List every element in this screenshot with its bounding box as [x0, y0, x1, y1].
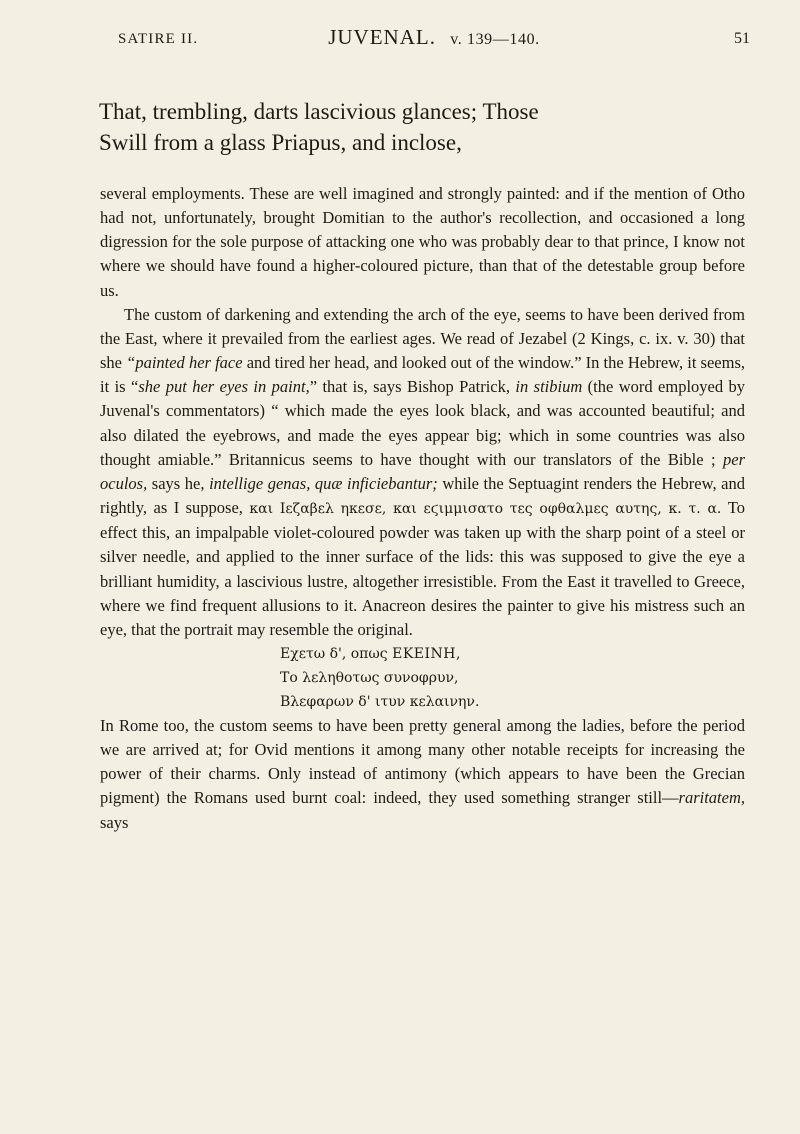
para3-italic-1: raritatem, — [678, 788, 745, 808]
header-verses: v. 139—140. — [450, 31, 540, 48]
para2-italic-2: she put her eyes in paint, — [138, 377, 310, 397]
para2-text-3: ” that is, says Bishop Patrick, — [309, 377, 516, 397]
para3-text-1: In Rome too, the custom seems to have been pretty general among the ladies, before the period we are arrived at; for Ovid mentions it among many other notable receipts for increasing the power of their charms. Only instead of antimony (which appears to have been the Grecian pigment) the Romans used burnt coal: indeed, they used something stranger still— — [100, 715, 745, 808]
page-number: 51 — [734, 30, 750, 47]
para2-text-1: The custom of darkening and extending the arch of the eye, seems to have been derived from the East, where it prevailed from the earliest ages. We read of Jezabel (2 Kings, c. ix. v. 30) that she — [100, 304, 745, 373]
poem-line-2: Το λεληθοτως συνοφρυν, — [280, 669, 459, 686]
translation-verse — [99, 96, 739, 158]
para2-italic-1: “painted her face — [126, 353, 243, 373]
para2-italic-3: in stibium — [515, 377, 583, 397]
para2-italic-5: intellige genas, quæ inficiebantur; — [209, 473, 438, 493]
paragraph-3 — [100, 714, 745, 835]
paragraph-1: several employments. These are well imagined and strongly painted: and if the mention of Otho had not, unfortunately, brought Domitian to the author's recollection, and occasioned a long digression for the sole purpose of attacking one who was probably dear to that prince, I know not where we should have found a higher-coloured picture, than that of the detestable group before us. — [100, 184, 745, 300]
paragraph-2 — [100, 303, 745, 642]
greek-quote: και Ιεζαβελ ηκεσε, και εϛιμμισατο τες οφθαλμες αυτης, κ. τ. α. — [249, 501, 722, 518]
poem-line-1a: Εχετω δ', οπως — [280, 645, 393, 662]
verse-line-2: Swill from a glass Priapus, and inclose, — [99, 130, 462, 155]
header-satire: SATIRE II. — [118, 31, 199, 47]
header-author: JUVENAL. — [328, 25, 436, 49]
running-header — [118, 20, 750, 52]
para2-text-4: (the word employed by Juvenal's commentators) “ which made the eyes look black, and was accounted beautiful; and also dilated the eyebrows, and made the eyes appear big; which in some countries was also thought amiable.” Britannicus seems to have thought with our translators of the Bible ; — [100, 377, 746, 469]
para2-text-7: To effect this, an impalpable violet-coloured powder was taken up with the sharp point of a steel or silver needle, and applied to the inner surface of the lids: this was supposed to give the eye a brilliant humidity, a lascivious lustre, altogether irresistible. From the East it travelled to Greece, where we find frequent allusions to it. Anacreon desires the painter to give his mistress such an eye, that the portrait may resemble the original. — [100, 498, 745, 639]
para2-text-6: while the Septuagint renders the Hebrew, and rightly, as I suppose, — [100, 473, 745, 518]
poem-line-3: Βλεφαρων δ' ιτυν κελαινην. — [280, 693, 480, 710]
anacreon-quote — [100, 642, 745, 714]
verse-line-1: That, trembling, darts lascivious glances; Those — [99, 99, 539, 124]
para2-text-2: and tired her head, and looked out of the window.” In the Hebrew, it seems, it is “ — [100, 353, 745, 397]
poem-line-1 — [280, 642, 745, 666]
para3-text-2: says — [100, 812, 129, 832]
header-center — [118, 25, 750, 50]
commentary-text — [100, 182, 745, 835]
poem-line-1b: EKEINH, — [392, 645, 461, 662]
para2-text-5: says he, — [147, 473, 210, 493]
para2-italic-4: per oculos, — [100, 449, 745, 493]
